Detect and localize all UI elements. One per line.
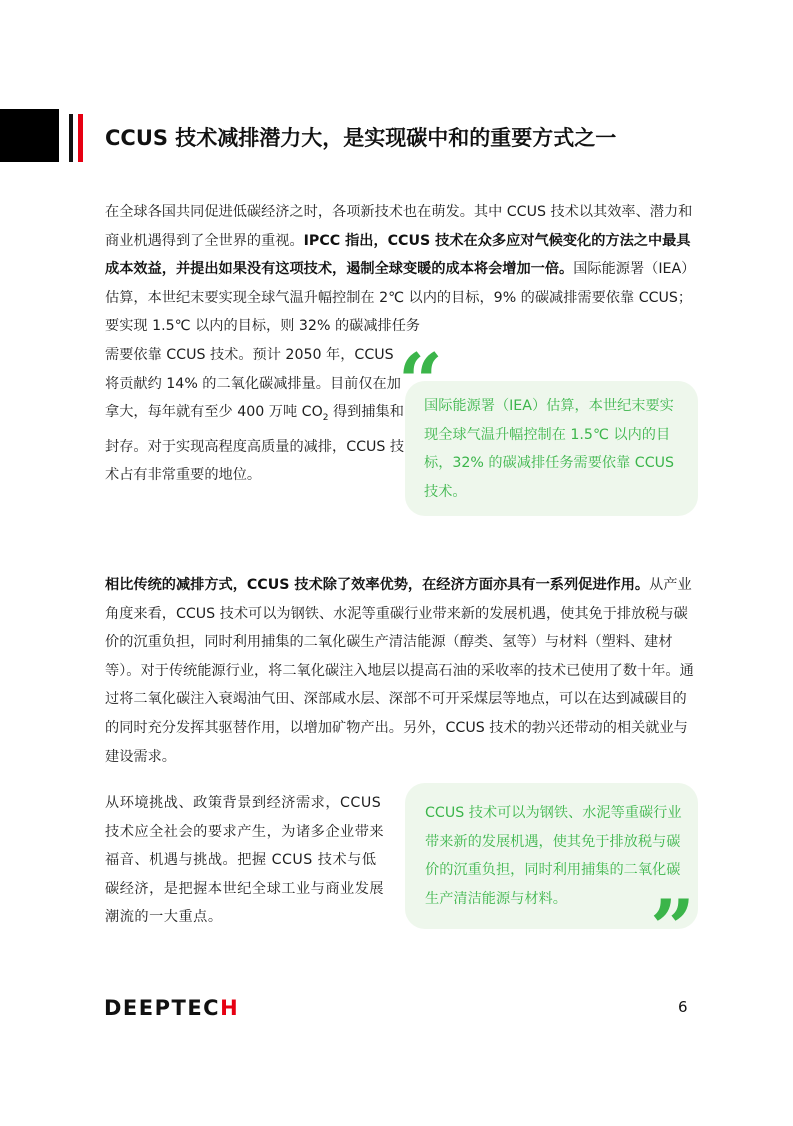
paragraph-economy-bold: 相比传统的减排方式，CCUS 技术除了效率优势，在经济方面亦具有一系列促进作用。 [105,577,650,593]
header-black-bar [69,114,73,162]
pull-quote-1-text: 国际能源署（IEA）估算，本世纪末要实现全球气温升幅控制在 1.5℃ 以内的目标，32% 的碳减排任务需要依靠 CCUS 技术。 [424,398,675,500]
logo-accent-letter: H [220,996,240,1020]
pull-quote-2-text: CCUS 技术可以为钢铁、水泥等重碳行业带来新的发展机遇，使其免于排放税与碳价的沉重负担，同时利用捕集的二氧化碳生产清洁能源与材料。 [425,805,682,907]
section-title: CCUS 技术减排潜力大，是实现碳中和的重要方式之一 [105,126,617,150]
paragraph-conclusion-text: 从环境挑战、政策背景到经济需求，CCUS 技术应全社会的要求产生，为诸多企业带来福音、机遇与挑战。把握 CCUS 技术与低碳经济，是把握本世纪全球工业与商业发展潮流的一大重点。 [105,795,385,926]
paragraph-intro [105,198,700,341]
page-number: 6 [678,998,688,1016]
logo-text: DEEPTEC [104,996,221,1020]
paragraph-intro-bold: IPCC 指出，CCUS 技术在众多应对气候变化的方法之中最具成本效益，并提出如果没有这项技术，遏制全球变暖的成本将会增加一倍。 [105,232,691,278]
paragraph-economy [105,571,700,771]
close-quote-icon: ” [650,883,695,974]
paragraph-intro-cont-text: 需要依靠 CCUS 技术。预计 2050 年，CCUS 将贡献约 14% 的二氧化碳减排量。目前仅在加拿大，每年就有至少 400 万吨 CO [105,347,401,421]
paragraph-intro-continued [105,341,405,490]
paragraph-intro-rest: 国际能源署（IEA）估算，本世纪末要实现全球气温升幅控制在 2℃ 以内的目标，9% 的碳减排需要依靠 CCUS；要实现 1.5℃ 以内的目标，则 32% 的碳减排任务 [105,261,696,335]
paragraph-economy-text: 从产业角度来看，CCUS 技术可以为钢铁、水泥等重碳行业带来新的发展机遇，使其免于排放税与碳价的沉重负担，同时利用捕集的二氧化碳生产清洁能源（醇类、氢等）与材料（塑料、建材等）。对于传统能源行业，将二氧化碳注入地层以提高石油的采收率的技术已使用了数十年。通过将二氧化碳注入衰竭油气田、深部咸水层、深部不可开采煤层等地点，可以在达到减碳目的的同时充分发挥其驱替作用，以增加矿物产出。另外，CCUS 技术的勃兴还带动的相关就业与建设需求。 [105,577,694,765]
co2-subscript: 2 [322,413,329,424]
deeptech-logo [104,996,239,1020]
paragraph-conclusion [105,789,390,932]
paragraph-intro-cont-text-2: 得到捕集和封存。对于实现高程度高质量的减排，CCUS 技术占有非常重要的地位。 [105,404,405,484]
paragraph-intro-text: 在全球各国共同促进低碳经济之时，各项新技术也在萌发。其中 CCUS 技术以其效率、潜力和商业机遇得到了全世界的重视。 [105,204,693,249]
header-red-bar [78,114,83,162]
pull-quote-1 [405,381,698,516]
open-quote-icon: “ [398,337,443,428]
header-black-block [0,109,59,162]
